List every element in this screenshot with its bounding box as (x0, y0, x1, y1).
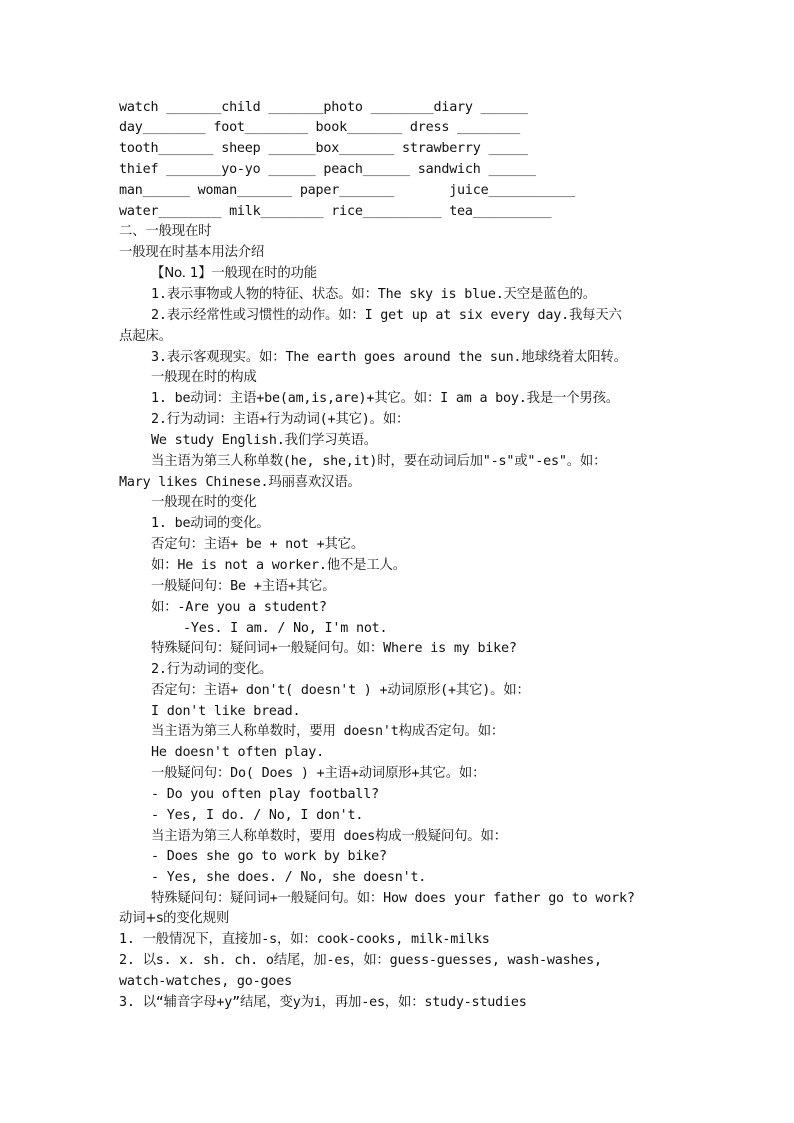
function-item-1: 1.表示事物或人物的特征、状态。如：The sky is blue.天空是蓝色的。 (151, 287, 596, 302)
verb-changes-heading: 2.行为动词的变化。 (151, 662, 273, 677)
be-verb-rule: 1. be动词：主语+be(am,is,are)+其它。如：I am a boy.我是一个男孩。 (151, 391, 619, 406)
be-question-answer: -Yes. I am. / No, I'm not. (183, 621, 388, 636)
be-changes-heading: 1. be动词的变化。 (151, 516, 270, 531)
be-wh-question-rule: 特殊疑问句：疑问词+一般疑问句。如：Where is my bike? (151, 641, 517, 656)
be-question-rule: 一般疑问句：Be +主语+其它。 (151, 579, 336, 594)
s-rule-1: 1. 一般情况下，直接加-s，如：cook-cooks, milk-milks (119, 932, 490, 947)
third-person-rule: 当主语为第三人称单数(he, she,it)时，要在动词后加"-s"或"-es"。如： (151, 454, 607, 469)
verb-wh-question-rule: 特殊疑问句：疑问词+一般疑问句。如：How does your father go to work? (151, 891, 635, 906)
action-verb-rule: 2.行为动词：主语+行为动词(+其它)。如： (151, 412, 410, 427)
vocab-row-1: watch _______child _______photo ________diary ______ (119, 100, 528, 115)
third-person-example: Mary likes Chinese.玛丽喜欢汉语。 (119, 475, 361, 490)
structure-heading: 一般现在时的构成 (151, 370, 257, 385)
vocab-row-3: tooth_______ sheep ______box_______ strawberry _____ (119, 141, 528, 156)
vocab-row-4: thief _______yo-yo ______ peach______ sandwich ______ (119, 162, 536, 177)
section-heading: 二、一般现在时 (119, 224, 212, 239)
function-item-3: 3.表示客观现实。如：The earth goes around the sun.地球绕着太阳转。 (151, 350, 627, 365)
verb-question-third-rule: 当主语为第三人称单数时，要用 does构成一般疑问句。如： (151, 829, 507, 844)
s-rules-heading: 动词+s的变化规则 (119, 911, 230, 926)
verb-question-third-example: - Does she go to work by bike? (151, 849, 387, 864)
function-item-2: 2.表示经常性或习惯性的动作。如：I get up at six every day.我每天六 (151, 308, 622, 323)
s-rule-2: 2. 以s. x. sh. ch. o结尾，加-es，如：guess-guesses, wash-washes, (119, 953, 602, 968)
changes-heading: 一般现在时的变化 (151, 495, 257, 510)
no1-heading: 【No. 1】一般现在时的功能 (151, 266, 317, 281)
verb-question-rule: 一般疑问句：Do( Does ) +主语+动词原形+其它。如： (151, 766, 486, 781)
be-negative-example: 如：He is not a worker.他不是工人。 (151, 558, 406, 573)
verb-negative-third-example: He doesn't often play. (151, 745, 324, 760)
s-rule-2-cont: watch-watches, go-goes (119, 974, 292, 989)
action-verb-example: We study English.我们学习英语。 (151, 433, 377, 448)
verb-negative-rule: 否定句：主语+ don't( doesn't ) +动词原形(+其它)。如： (151, 683, 530, 698)
verb-question-third-answer: - Yes, she does. / No, she doesn't. (151, 870, 427, 885)
function-item-2-cont: 点起床。 (119, 329, 172, 344)
be-negative-rule: 否定句：主语+ be + not +其它。 (151, 537, 365, 552)
verb-question-example: - Do you often play football? (151, 787, 379, 802)
vocab-row-6: water________ milk________ rice__________ tea__________ (119, 204, 552, 219)
verb-question-answer: - Yes, I do. / No, I don't. (151, 808, 364, 823)
intro-heading: 一般现在时基本用法介绍 (119, 245, 265, 260)
vocab-row-2: day________ foot________ book_______ dress ________ (119, 120, 520, 135)
verb-negative-example: I don't like bread. (151, 704, 301, 719)
s-rule-3: 3. 以“辅音字母+y”结尾，变y为i，再加-es，如：study-studies (119, 995, 527, 1010)
verb-negative-third-rule: 当主语为第三人称单数时，要用 doesn't构成否定句。如： (151, 724, 505, 739)
vocab-row-5: man______ woman_______ paper_______ juice___________ (119, 183, 575, 198)
be-question-example: 如：-Are you a student? (151, 600, 327, 615)
